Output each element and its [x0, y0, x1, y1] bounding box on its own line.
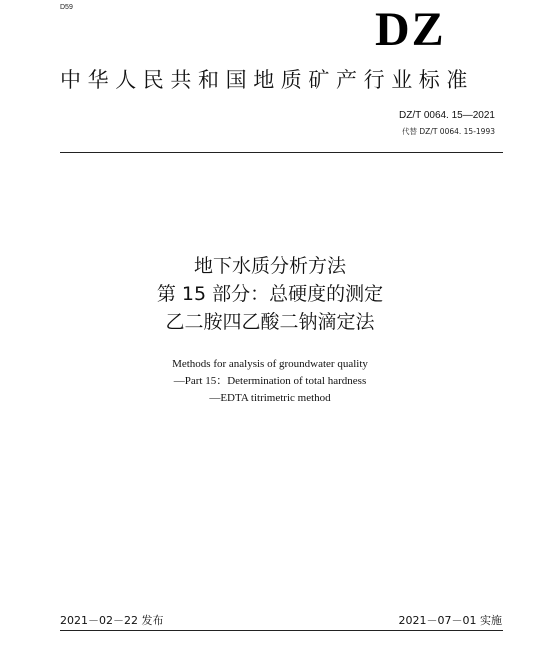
- chinese-title-line-1: 地下水质分析方法: [193, 255, 346, 277]
- ccs-code: D59: [60, 4, 73, 11]
- chinese-title-line-2: 第 15 部分：总硬度的测定: [156, 283, 384, 305]
- publish-date: 2021－02－22 发布: [60, 614, 164, 627]
- english-title-line-1: Methods for analysis of groundwater quality: [172, 358, 368, 370]
- chinese-title-line-3: 乙二胺四乙酸二钠滴定法: [165, 311, 375, 333]
- bottom-divider: [60, 630, 503, 631]
- standard-category: 中华人民共和国地质矿产行业标准: [60, 68, 474, 92]
- english-title: [0, 356, 540, 407]
- english-title-line-3: —EDTA titrimetric method: [209, 392, 331, 404]
- logo-text: DZ: [375, 3, 446, 56]
- dz-logo: [375, 3, 475, 56]
- chinese-title: [0, 252, 540, 336]
- standard-number: DZ/T 0064. 15—2021: [399, 110, 495, 121]
- english-title-line-2: —Part 15：Determination of total hardness: [173, 375, 367, 387]
- replaces-standard: 代替 DZ/T 0064. 15-1993: [402, 127, 495, 136]
- top-divider: [60, 152, 503, 153]
- implement-date: 2021－07－01 实施: [398, 614, 502, 627]
